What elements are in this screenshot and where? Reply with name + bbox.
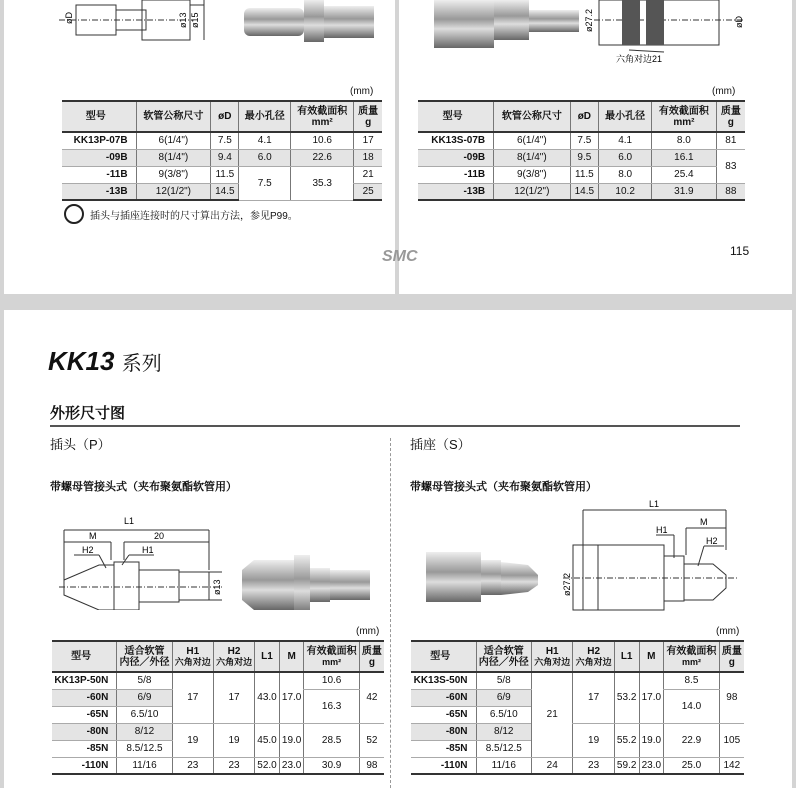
catalog-page-115 xyxy=(4,0,792,294)
magnifier-icon xyxy=(64,204,84,224)
value-cell: 81 xyxy=(716,132,745,149)
unit-label: (mm) xyxy=(712,86,736,97)
column-header-text: 适合软管 xyxy=(124,645,165,657)
column-header-text: øD xyxy=(577,111,592,122)
column-header-text: g xyxy=(728,656,735,668)
model-cell: -80N xyxy=(52,723,117,740)
column-header-text: g xyxy=(365,116,372,128)
section-title: 外形尺寸图 xyxy=(50,402,740,427)
column-header-text: 六角对边 xyxy=(534,656,571,667)
value-cell: 23.0 xyxy=(639,757,664,774)
dia-d-label: øD xyxy=(64,12,74,24)
model-cell: -13B xyxy=(62,183,136,200)
column-header xyxy=(614,641,639,672)
column-header-text: 六角对边 xyxy=(174,656,211,667)
value-cell: 14.0 xyxy=(664,689,720,723)
column-header xyxy=(211,101,239,132)
value-cell: 21 xyxy=(354,166,382,183)
value-cell: 9.5 xyxy=(570,149,599,166)
model-cell: -80N xyxy=(411,723,476,740)
value-cell: 6.0 xyxy=(239,149,291,166)
column-header xyxy=(291,101,354,132)
column-header-text: 软管公称尺寸 xyxy=(143,111,204,122)
value-cell: 25 xyxy=(354,183,382,200)
reference-note xyxy=(64,204,298,224)
value-cell: 9(3/8") xyxy=(494,166,570,183)
column-header-text: H2 xyxy=(587,645,601,657)
value-cell: 45.0 xyxy=(255,723,280,757)
socket-heading: 插座（S） xyxy=(410,437,471,452)
value-cell: 59.2 xyxy=(614,757,639,774)
column-header xyxy=(213,641,254,672)
column-header xyxy=(52,641,117,672)
dia-27-label: ø27.2 xyxy=(584,8,594,32)
value-cell: 35.3 xyxy=(291,166,354,200)
l1-label: L1 xyxy=(124,516,135,526)
column-header xyxy=(716,101,745,132)
value-cell: 24 xyxy=(532,757,573,774)
table-row xyxy=(52,723,384,740)
column-header-text: 有效截面积 xyxy=(297,105,348,117)
column-header xyxy=(62,101,136,132)
column-header xyxy=(532,641,573,672)
h1-label: H1 xyxy=(656,525,668,535)
column-header xyxy=(570,101,599,132)
value-cell: 52.0 xyxy=(255,757,280,774)
column-header-text: g xyxy=(368,656,375,668)
value-cell: 6(1/4") xyxy=(494,132,570,149)
column-header-text: g xyxy=(727,116,734,128)
plug-spec-table xyxy=(62,100,382,201)
header-row xyxy=(411,641,744,672)
table-row xyxy=(62,166,382,183)
value-cell: 6.5/10 xyxy=(117,706,172,723)
value-cell: 6/9 xyxy=(117,689,172,706)
column-header-text: 型号 xyxy=(442,111,463,122)
value-cell: 19.0 xyxy=(639,723,664,757)
model-cell: -13B xyxy=(418,183,494,200)
column-header-text: 内径／外径 xyxy=(119,656,170,668)
value-cell: 8.0 xyxy=(652,132,717,149)
value-cell: 98 xyxy=(359,757,384,774)
table-row xyxy=(418,149,745,166)
value-cell: 8(1/4") xyxy=(494,149,570,166)
value-cell: 19 xyxy=(213,723,254,757)
value-cell: 105 xyxy=(719,723,744,757)
column-header xyxy=(652,101,717,132)
value-cell: 18 xyxy=(354,149,382,166)
h2-label: H2 xyxy=(82,545,94,555)
column-header-text: H1 xyxy=(186,645,200,657)
table-row xyxy=(52,672,384,689)
model-cell: -09B xyxy=(62,149,136,166)
column-header-text: 适合软管 xyxy=(483,645,524,657)
page-number: 115 xyxy=(730,244,750,258)
value-cell: 19 xyxy=(573,723,614,757)
value-cell: 11.5 xyxy=(570,166,599,183)
note-text: 插头与插座连接时的尺寸算出方法，参见P99。 xyxy=(90,210,298,222)
column-header-text: 型号 xyxy=(71,651,92,662)
value-cell: 8(1/4") xyxy=(136,149,211,166)
m-label: M xyxy=(89,531,97,541)
column-header xyxy=(117,641,172,672)
value-cell: 43.0 xyxy=(255,672,280,723)
model-cell: -110N xyxy=(52,757,117,774)
column-header-text: 质量 xyxy=(361,645,382,657)
value-cell: 11/16 xyxy=(476,757,532,774)
h2-label: H2 xyxy=(706,536,718,546)
model-cell: -85N xyxy=(411,740,476,757)
column-header-text: 质量 xyxy=(720,105,741,117)
model-cell: -85N xyxy=(52,740,117,757)
column-header xyxy=(304,641,359,672)
value-cell: 21 xyxy=(532,672,573,757)
value-cell: 28.5 xyxy=(304,723,359,757)
column-header-text: 质量 xyxy=(721,645,742,657)
value-cell: 30.9 xyxy=(304,757,359,774)
dia-15-label: ø15 xyxy=(190,12,200,28)
socket-subheading: 带螺母管接头式（夹布聚氨酯软管用） xyxy=(410,481,597,493)
table-row xyxy=(411,672,744,689)
value-cell: 6(1/4") xyxy=(136,132,211,149)
value-cell: 31.9 xyxy=(652,183,717,200)
dia-13-label: ø13 xyxy=(178,12,188,28)
value-cell: 4.1 xyxy=(599,132,652,149)
value-cell: 12(1/2") xyxy=(136,183,211,200)
value-cell: 6.0 xyxy=(599,149,652,166)
column-header-text: H1 xyxy=(545,645,559,657)
l1-label: L1 xyxy=(649,500,660,509)
column-header xyxy=(255,641,280,672)
table-row xyxy=(418,132,745,149)
value-cell: 88 xyxy=(716,183,745,200)
catalog-page-kk13 xyxy=(4,310,792,788)
column-header-text: øD xyxy=(218,111,232,122)
column-header xyxy=(476,641,532,672)
value-cell: 53.2 xyxy=(614,672,639,723)
column-header xyxy=(719,641,744,672)
smc-logo: SMC xyxy=(382,248,418,265)
dia-d-label: øD xyxy=(734,16,744,28)
model-cell: -110N xyxy=(411,757,476,774)
value-cell: 14.5 xyxy=(211,183,239,200)
plug-nut-spec-table xyxy=(52,640,384,775)
table-row xyxy=(52,757,384,774)
value-cell: 11.5 xyxy=(211,166,239,183)
series-suffix: 系列 xyxy=(121,353,162,375)
value-cell: 6/9 xyxy=(476,689,532,706)
header-row xyxy=(52,641,384,672)
value-cell: 7.5 xyxy=(570,132,599,149)
value-cell: 10.6 xyxy=(304,672,359,689)
value-cell: 23 xyxy=(213,757,254,774)
socket-hose-drawing xyxy=(424,0,754,65)
value-cell: 22.6 xyxy=(291,149,354,166)
value-cell: 10.6 xyxy=(291,132,354,149)
model-cell: -09B xyxy=(418,149,494,166)
column-header-text: L1 xyxy=(620,651,633,662)
column-header xyxy=(494,101,570,132)
unit-label: (mm) xyxy=(350,86,374,97)
column-header-text: 最小孔径 xyxy=(605,111,646,122)
value-cell: 55.2 xyxy=(614,723,639,757)
value-cell: 8/12 xyxy=(476,723,532,740)
column-header xyxy=(136,101,211,132)
value-cell: 23 xyxy=(573,757,614,774)
column-header-text: M xyxy=(287,651,296,662)
value-cell: 17 xyxy=(573,672,614,723)
hex-21-label: 六角对边21 xyxy=(616,54,663,64)
column-header-text: mm² xyxy=(673,116,695,128)
value-cell: 8.0 xyxy=(599,166,652,183)
model-cell: -65N xyxy=(411,706,476,723)
model-cell: -65N xyxy=(52,706,117,723)
h1-label: H1 xyxy=(142,545,154,555)
unit-label: (mm) xyxy=(716,626,740,637)
series-name: KK13 xyxy=(48,346,115,376)
column-header-text: 型号 xyxy=(430,651,451,662)
column-header-text: mm² xyxy=(681,656,701,667)
length-20-label: 20 xyxy=(154,531,165,541)
plug-heading: 插头（P） xyxy=(50,437,111,452)
model-cell: KK13P-50N xyxy=(52,672,117,689)
column-header xyxy=(639,641,664,672)
value-cell: 4.1 xyxy=(239,132,291,149)
table-row xyxy=(418,166,745,183)
dia-27-label: ø27.2 xyxy=(562,572,572,596)
model-cell: -11B xyxy=(418,166,494,183)
dia-13-label: ø13 xyxy=(212,579,222,595)
value-cell: 8/12 xyxy=(117,723,172,740)
column-header-text: 六角对边 xyxy=(216,656,253,667)
table-row xyxy=(418,183,745,200)
socket-spec-table xyxy=(418,100,745,201)
value-cell: 11/16 xyxy=(117,757,172,774)
column-header xyxy=(354,101,382,132)
value-cell: 12(1/2") xyxy=(494,183,570,200)
column-header-text: 最小孔径 xyxy=(244,111,285,122)
value-cell: 98 xyxy=(719,672,744,723)
value-cell: 17.0 xyxy=(279,672,304,723)
value-cell: 52 xyxy=(359,723,384,757)
value-cell: 23 xyxy=(172,757,213,774)
column-header xyxy=(664,641,720,672)
value-cell: 17 xyxy=(213,672,254,723)
column-header-text: 有效截面积 xyxy=(658,105,709,117)
column-header xyxy=(418,101,494,132)
value-cell: 14.5 xyxy=(570,183,599,200)
value-cell: 22.9 xyxy=(664,723,720,757)
unit-label: (mm) xyxy=(356,626,380,637)
value-cell: 5/8 xyxy=(476,672,532,689)
value-cell: 6.5/10 xyxy=(476,706,532,723)
value-cell: 8.5/12.5 xyxy=(476,740,532,757)
column-header xyxy=(599,101,652,132)
table-row xyxy=(411,757,744,774)
value-cell: 25.0 xyxy=(664,757,720,774)
table-row xyxy=(411,723,744,740)
value-cell: 16.3 xyxy=(304,689,359,723)
plug-subheading: 带螺母管接头式（夹布聚氨酯软管用） xyxy=(50,481,237,493)
column-header-text: 有效截面积 xyxy=(306,645,357,657)
value-cell: 7.5 xyxy=(211,132,239,149)
column-header xyxy=(573,641,614,672)
model-cell: -11B xyxy=(62,166,136,183)
plug-dimension-drawing xyxy=(54,500,394,610)
socket-nut-spec-table xyxy=(411,640,744,775)
socket-dimension-drawing xyxy=(408,500,758,615)
value-cell: 8.5 xyxy=(664,672,720,689)
column-header-text: mm² xyxy=(322,656,342,667)
column-header xyxy=(359,641,384,672)
value-cell: 17 xyxy=(172,672,213,723)
column-header-text: 质量 xyxy=(358,105,379,117)
value-cell: 5/8 xyxy=(117,672,172,689)
value-cell: 16.1 xyxy=(652,149,717,166)
model-cell: -60N xyxy=(411,689,476,706)
column-header-text: 型号 xyxy=(85,111,106,122)
column-header xyxy=(239,101,291,132)
value-cell: 10.2 xyxy=(599,183,652,200)
model-cell: -60N xyxy=(52,689,117,706)
value-cell: 8.5/12.5 xyxy=(117,740,172,757)
table-row xyxy=(62,149,382,166)
column-header-text: 六角对边 xyxy=(575,656,612,667)
model-cell: KK13P-07B xyxy=(62,132,136,149)
column-header-text: mm² xyxy=(311,116,333,128)
value-cell: 9(3/8") xyxy=(136,166,211,183)
series-title xyxy=(48,346,162,377)
header-row xyxy=(418,101,745,132)
column-header-text: M xyxy=(647,651,656,662)
value-cell: 17.0 xyxy=(639,672,664,723)
table-row xyxy=(62,132,382,149)
value-cell: 23.0 xyxy=(279,757,304,774)
model-cell: KK13S-07B xyxy=(418,132,494,149)
column-divider xyxy=(390,438,391,788)
value-cell: 42 xyxy=(359,672,384,723)
value-cell: 7.5 xyxy=(239,166,291,200)
column-header xyxy=(411,641,476,672)
value-cell: 25.4 xyxy=(652,166,717,183)
plug-hose-drawing xyxy=(54,0,394,45)
header-row xyxy=(62,101,382,132)
value-cell: 83 xyxy=(716,149,745,183)
value-cell: 142 xyxy=(719,757,744,774)
column-header xyxy=(172,641,213,672)
column-header-text: 软管公称尺寸 xyxy=(501,111,562,122)
column-header xyxy=(279,641,304,672)
value-cell: 9.4 xyxy=(211,149,239,166)
column-header-text: L1 xyxy=(261,651,273,662)
m-label: M xyxy=(700,517,708,527)
value-cell: 19.0 xyxy=(279,723,304,757)
value-cell: 19 xyxy=(172,723,213,757)
value-cell: 17 xyxy=(354,132,382,149)
model-cell: KK13S-50N xyxy=(411,672,476,689)
column-header-text: 有效截面积 xyxy=(666,645,717,657)
column-header-text: H2 xyxy=(227,645,241,657)
column-header-text: 内径／外径 xyxy=(478,656,529,668)
